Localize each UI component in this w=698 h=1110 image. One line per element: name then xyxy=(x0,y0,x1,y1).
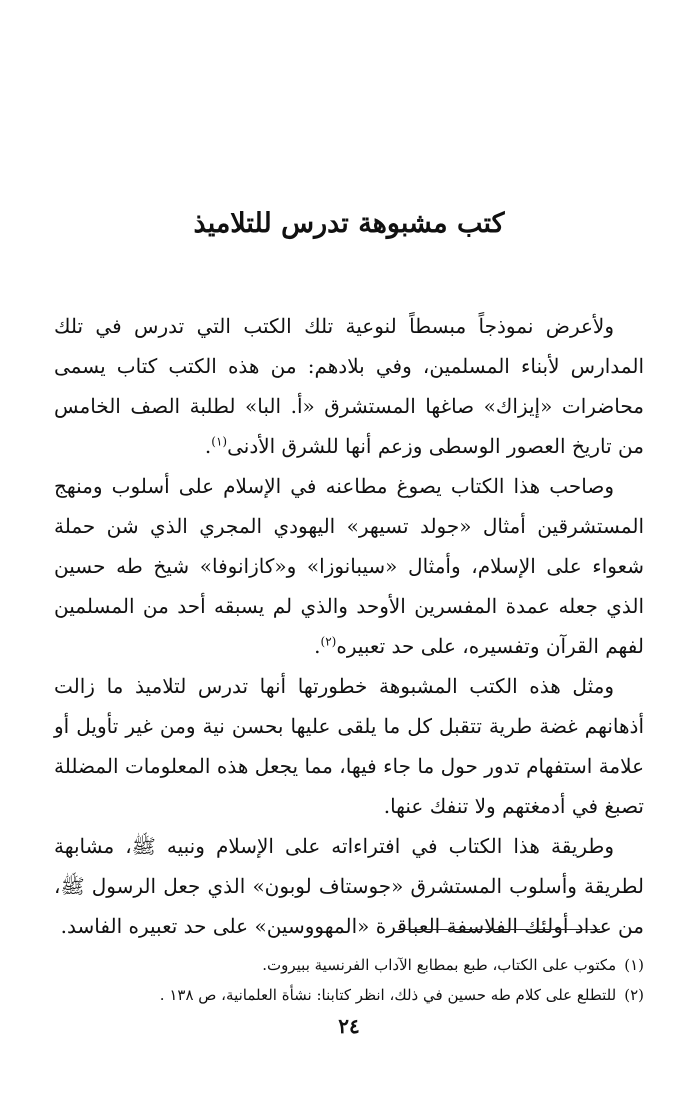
paragraph-2 xyxy=(54,466,644,666)
paragraph-2-text: وصاحب هذا الكتاب يصوغ مطاعنه في الإسلام على أسلوب ومنهج المستشرقين أمثال «جولد تسيهر» اليهودي المجري الذي شن حملة شعواء على الإسلام، وأمثال «سيبانوزا» و«كازانوفا» شيخ طه حسين الذي جعله عمدة المفسرين الأوحد والذي لم يسبقه أحد من المسلمين لفهم القرآن وتفسيره، على حد تعبيره xyxy=(54,474,644,658)
footnote-2-number: (٢) xyxy=(624,986,644,1004)
paragraph-1-text: ولأعرض نموذجاً مبسطاً لنوعية تلك الكتب التي تدرس في تلك المدارس لأبناء المسلمين، وفي بلادهم: من هذه الكتب كتاب يسمى محاضرات «إيزاك» صاغها المستشرق «أ. البا» لطلبة الصف الخامس من تاريخ العصور الوسطى وزعم أنها للشرق الأدنى xyxy=(54,314,644,458)
footnotes xyxy=(54,950,644,1010)
footnote-1 xyxy=(54,950,644,980)
footnote-ref-1: (١) xyxy=(211,434,228,449)
body-text xyxy=(54,306,644,946)
footnote-divider xyxy=(398,929,600,930)
paragraph-2-end: . xyxy=(314,634,321,658)
paragraph-3 xyxy=(54,666,644,826)
footnote-1-number: (١) xyxy=(624,956,644,974)
footnote-ref-2: (٢) xyxy=(320,634,337,649)
paragraph-1-end: . xyxy=(204,434,212,458)
page-number: ٢٤ xyxy=(338,1014,360,1038)
footnote-2 xyxy=(54,980,644,1010)
page-title: كتب مشبوهة تدرس للتلاميذ xyxy=(193,208,505,239)
footnote-1-text: مكتوب على الكتاب، طبع بمطابع الآداب الفرنسية ببيروت. xyxy=(262,956,617,974)
paragraph-1 xyxy=(54,306,644,466)
paragraph-4 xyxy=(54,826,644,946)
footnote-2-text: للتطلع على كلام طه حسين في ذلك، انظر كتابنا: نشأة العلمانية، ص ١٣٨ . xyxy=(159,986,617,1004)
paragraph-3-text: ومثل هذه الكتب المشبوهة خطورتها أنها تدرس لتلاميذ ما زالت أذهانهم غضة طرية تتقبل كل ما يلقى عليها بحسن نية ومن غير تأويل أو علامة استفهام تدور حول ما جاء فيها، مما يجعل هذه المعلومات المضللة تصبغ في أدمغتهم ولا تنفك عنها. xyxy=(54,674,644,818)
paragraph-4-text: وطريقة هذا الكتاب في افتراءاته على الإسلام ونبيه ﷺ، مشابهة لطريقة وأسلوب المستشرق «جوستاف لوبون» الذي جعل الرسول ﷺ، من عداد أولئك الفلاسفة العباقرة «المهووسين» على حد تعبيره الفاسد. xyxy=(54,834,644,938)
